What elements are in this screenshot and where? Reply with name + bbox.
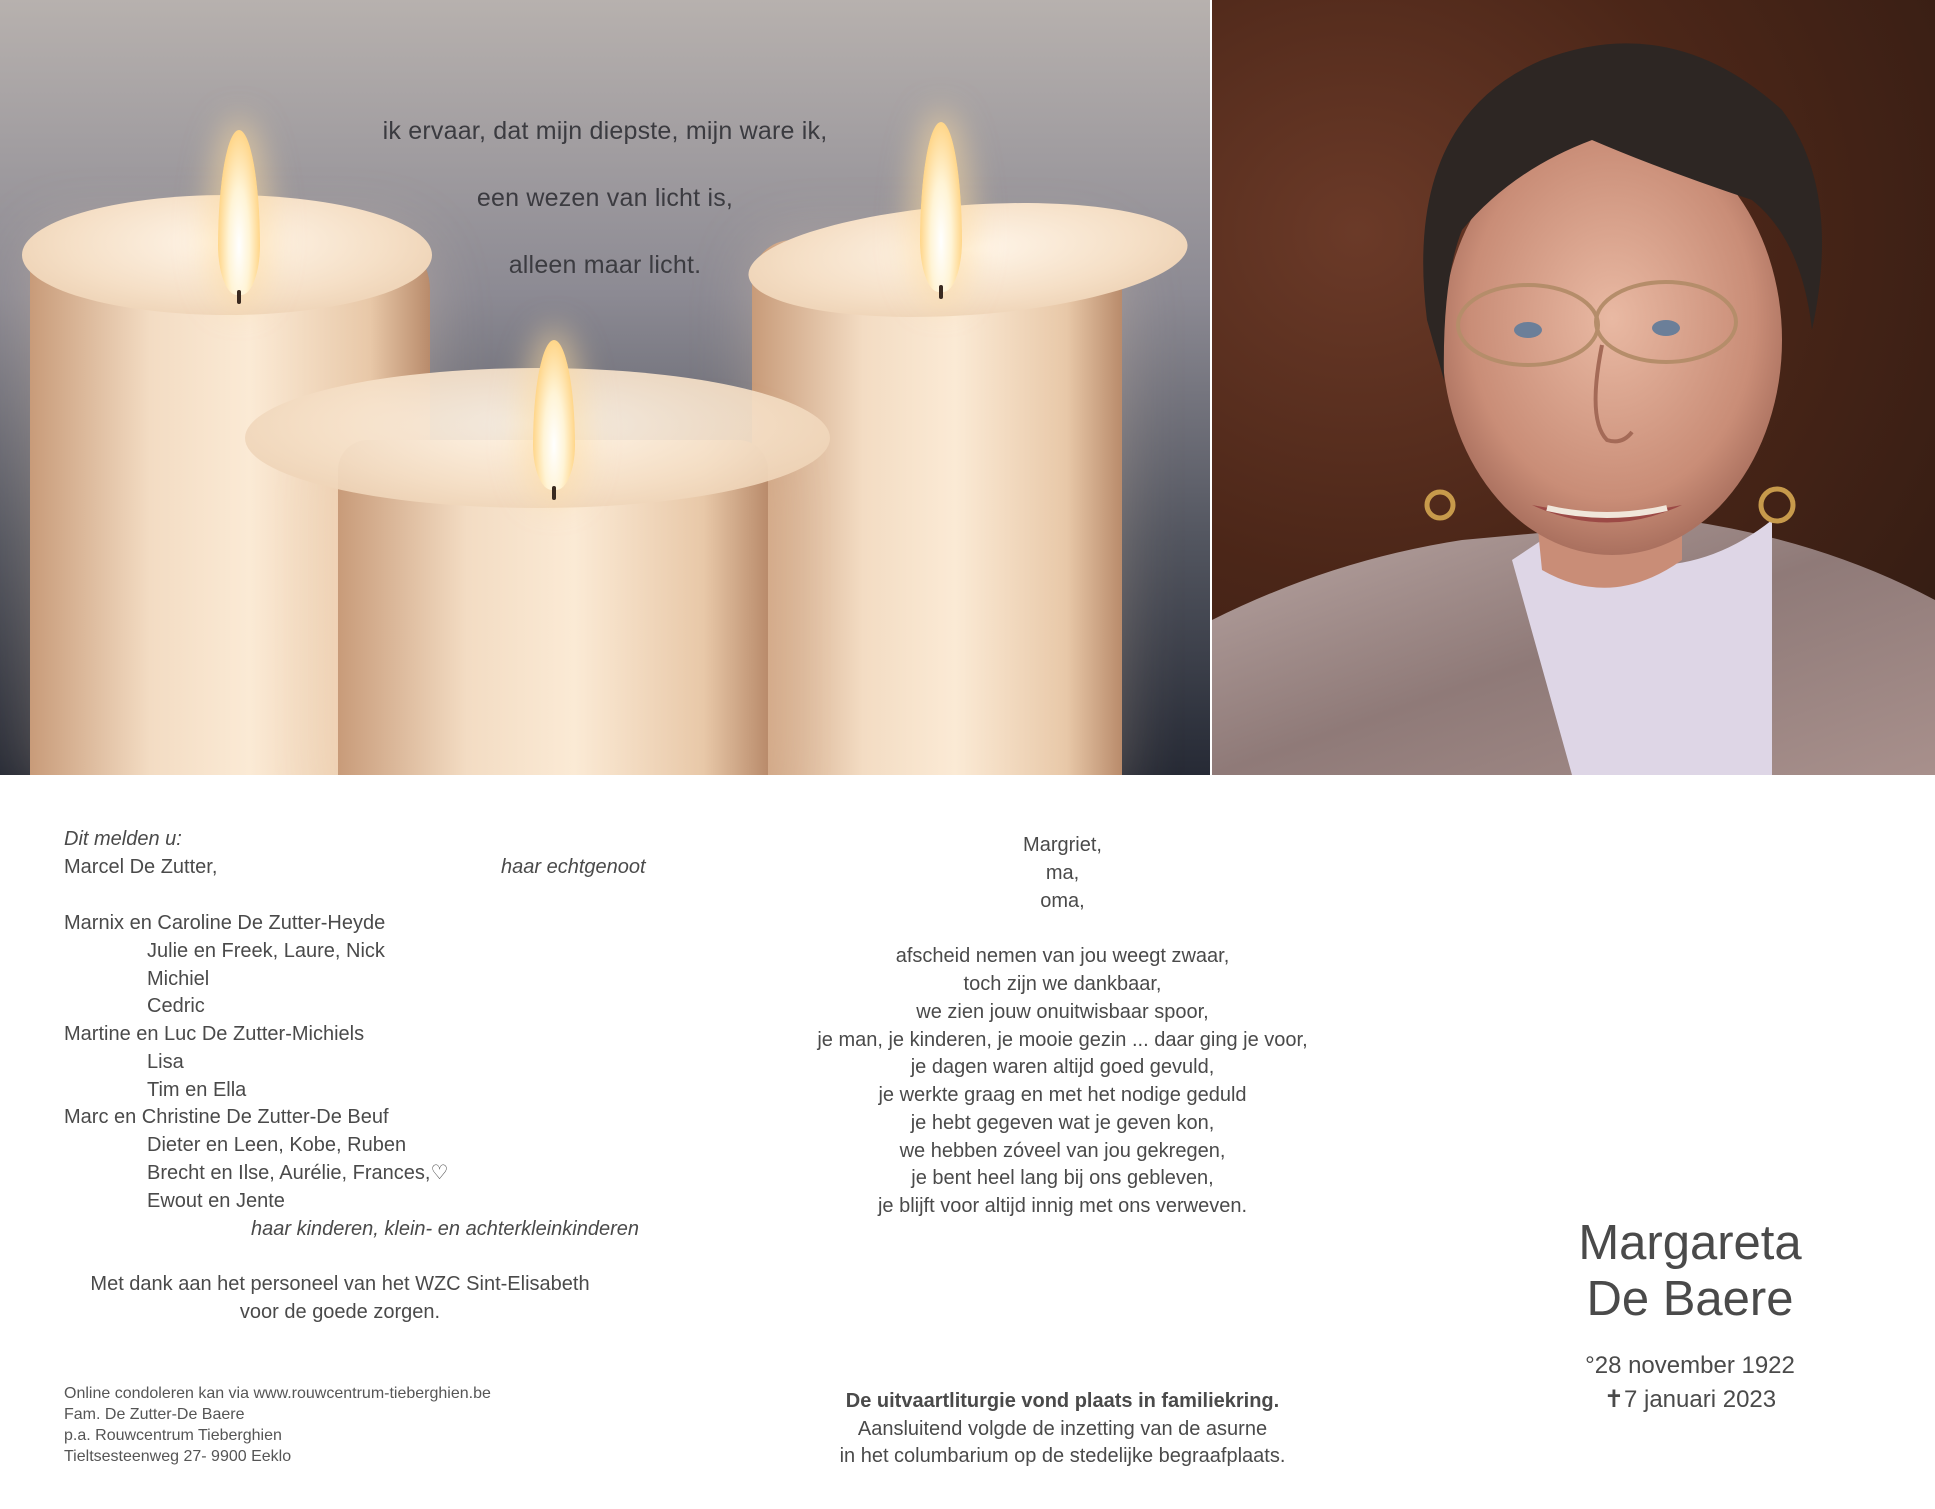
spouse-name: Marcel De Zutter, xyxy=(64,856,218,878)
first-name: Margareta xyxy=(1578,1216,1802,1270)
top-poem-line-1: ik ervaar, dat mijn diepste, mijn ware ik, xyxy=(382,117,828,145)
family-line: Marnix en Caroline De Zutter-Heyde xyxy=(64,912,386,934)
family-line: Marc en Christine De Zutter-De Beuf xyxy=(64,1106,389,1128)
poem-line: je hebt gegeven wat je geven kon, xyxy=(910,1112,1215,1134)
poem-address: Margriet, xyxy=(1023,834,1102,856)
deceased-block xyxy=(1480,1215,1900,1417)
poem-address: ma, xyxy=(1045,862,1080,884)
last-name: De Baere xyxy=(1586,1272,1794,1326)
poem-line: je man, je kinderen, je mooie gezin ... daar ging je voor, xyxy=(817,1029,1308,1051)
top-poem-line-3: alleen maar licht. xyxy=(508,251,702,279)
funeral-line: in het columbarium op de stedelijke begraafplaats. xyxy=(839,1445,1286,1467)
right-candle xyxy=(752,240,1122,775)
poem-line: je blijft voor altijd innig met ons verweven. xyxy=(877,1195,1248,1217)
family-line: Julie en Freek, Laure, Nick xyxy=(147,940,385,962)
family-line: Ewout en Jente xyxy=(147,1190,285,1212)
right-candle-flame xyxy=(920,122,962,292)
funeral-bold: De uitvaartliturgie vond plaats in familiekring. xyxy=(845,1390,1280,1412)
family-line: Dieter en Leen, Kobe, Ruben xyxy=(147,1134,407,1156)
family-line: Cedric xyxy=(147,995,205,1017)
poem-line: je dagen waren altijd goed gevuld, xyxy=(910,1056,1215,1078)
left-candle-flame xyxy=(218,130,260,295)
spouse-role: haar echtgenoot xyxy=(501,856,646,878)
birth-date: °28 november 1922 xyxy=(1585,1352,1795,1379)
contact-address: Tieltsesteenweg 27- 9900 Eeklo xyxy=(64,1448,292,1465)
poem-line: we hebben zóveel van jou gekregen, xyxy=(899,1140,1226,1162)
family-line: Tim en Ella xyxy=(147,1079,247,1101)
family-line: Brecht en Ilse, Aurélie, Frances,♡ xyxy=(147,1162,449,1184)
family-line: Michiel xyxy=(147,968,210,990)
portrait-photo xyxy=(1212,0,1935,775)
poem-line: afscheid nemen van jou weegt zwaar, xyxy=(895,945,1230,967)
funeral-line: Aansluitend volgde de inzetting van de asurne xyxy=(857,1418,1268,1440)
thanks-line-2: voor de goede zorgen. xyxy=(239,1301,441,1323)
portrait-illustration xyxy=(1212,0,1935,775)
children-role: haar kinderen, klein- en achterkleinkinderen xyxy=(251,1218,640,1240)
family-line: Martine en Luc De Zutter-Michiels xyxy=(64,1023,365,1045)
candles-photo xyxy=(0,0,1210,775)
death-date: ✝7 januari 2023 xyxy=(1603,1386,1777,1413)
poem-line: je bent heel lang bij ons gebleven, xyxy=(911,1167,1214,1189)
poem-line: toch zijn we dankbaar, xyxy=(963,973,1162,995)
contact-family: Fam. De Zutter-De Baere xyxy=(64,1406,245,1423)
top-poem-line-2: een wezen van licht is, xyxy=(476,184,734,212)
thanks-line-1: Met dank aan het personeel van het WZC Sint-Elisabeth xyxy=(90,1273,590,1295)
poem-line: we zien jouw onuitwisbaar spoor, xyxy=(916,1001,1209,1023)
online-condolence: Online condoleren kan via www.rouwcentrum-tieberghien.be xyxy=(64,1385,491,1402)
poem-line: je werkte graag en met het nodige geduld xyxy=(878,1084,1247,1106)
announcement-intro: Dit melden u: xyxy=(64,828,182,850)
contact-care-of: p.a. Rouwcentrum Tieberghien xyxy=(64,1427,282,1444)
family-line: Lisa xyxy=(147,1051,184,1073)
poem-address: oma, xyxy=(1040,890,1085,912)
middle-candle-flame xyxy=(533,340,575,490)
